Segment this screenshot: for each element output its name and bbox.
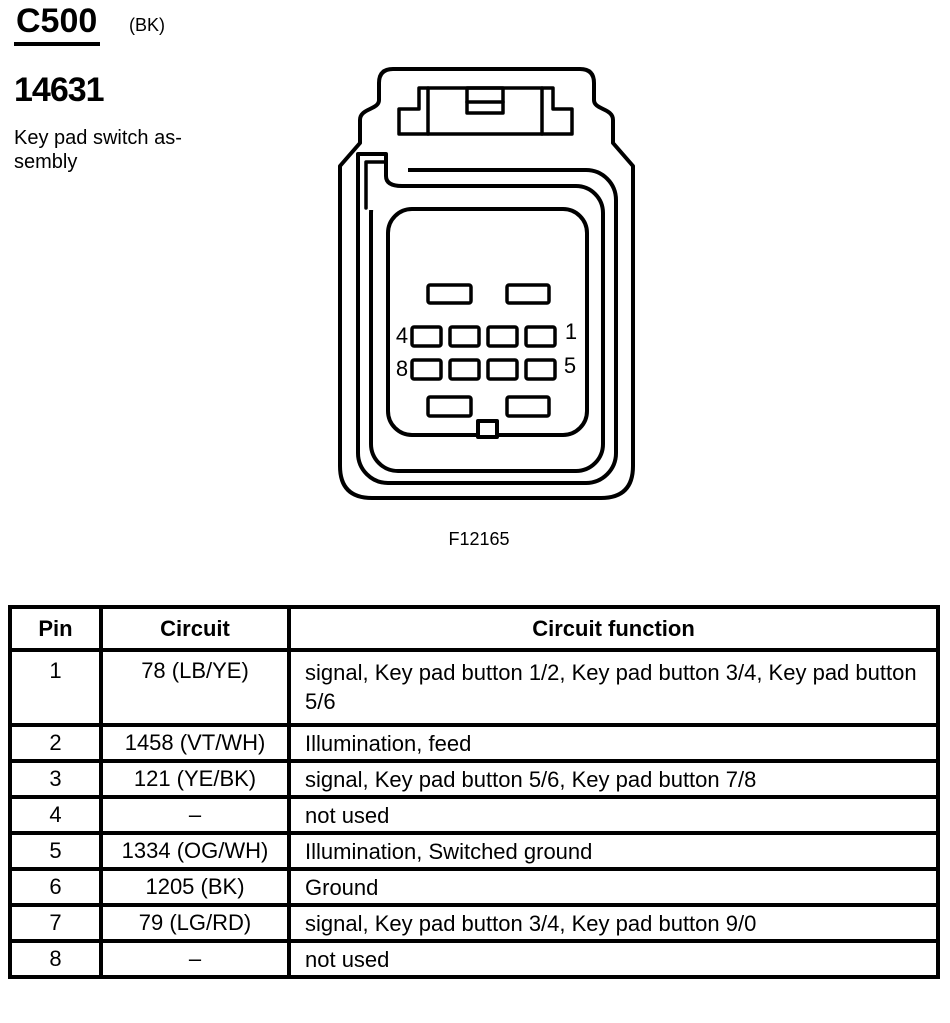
table-row	[10, 833, 938, 869]
circuit-function-cell: signal, Key pad button 5/6, Key pad button 7/8	[289, 761, 938, 797]
pin-cell: 6	[10, 869, 101, 905]
pin-cell: 3	[10, 761, 101, 797]
pin-label-5: 5	[563, 353, 577, 378]
guide-slot-top-left	[428, 285, 471, 303]
guide-slot-top-right	[507, 285, 549, 303]
guide-slot-bottom-right	[507, 397, 549, 416]
pin-cavity	[488, 327, 517, 346]
pin-cell: 7	[10, 905, 101, 941]
connector-face	[388, 209, 587, 435]
guide-slot-bottom-left	[428, 397, 471, 416]
part-number: 14631	[14, 71, 104, 109]
header-circuit: Circuit	[101, 607, 289, 650]
pin-cell: 1	[10, 650, 101, 725]
circuit-function-cell: not used	[289, 797, 938, 833]
circuit-function-cell: Illumination, Switched ground	[289, 833, 938, 869]
pin-label-1: 1	[564, 319, 578, 344]
header-row	[10, 607, 938, 650]
header-circuit-function: Circuit function	[289, 607, 938, 650]
pin-cavity	[526, 327, 555, 346]
pinout-table	[8, 605, 940, 979]
circuit-function-cell: signal, Key pad button 3/4, Key pad button 9/0	[289, 905, 938, 941]
pin-cell: 2	[10, 725, 101, 761]
latch-outline	[399, 88, 572, 134]
pin-cavity	[526, 360, 555, 379]
circuit-cell: 1458 (VT/WH)	[101, 725, 289, 761]
table-row	[10, 797, 938, 833]
index-key	[478, 421, 497, 437]
pin-cell: 5	[10, 833, 101, 869]
header-pin: Pin	[10, 607, 101, 650]
connector-color-code: (BK)	[129, 15, 165, 35]
circuit-function-cell: Illumination, feed	[289, 725, 938, 761]
circuit-cell: 1205 (BK)	[101, 869, 289, 905]
part-description-line2: sembly	[14, 151, 78, 173]
pin-label-8: 8	[395, 356, 409, 381]
table-row	[10, 905, 938, 941]
pin-cell: 4	[10, 797, 101, 833]
circuit-cell: –	[101, 797, 289, 833]
pinout-table-header	[10, 607, 938, 650]
pin-cavity	[450, 360, 479, 379]
table-row	[10, 869, 938, 905]
circuit-function-cell: not used	[289, 941, 938, 977]
circuit-function-cell: Ground	[289, 869, 938, 905]
pin-cell: 8	[10, 941, 101, 977]
table-row	[10, 725, 938, 761]
pin-cavity	[412, 360, 441, 379]
table-row	[10, 941, 938, 977]
circuit-cell: 1334 (OG/WH)	[101, 833, 289, 869]
circuit-cell: 79 (LG/RD)	[101, 905, 289, 941]
circuit-function-cell: signal, Key pad button 1/2, Key pad button 3/4, Key pad button 5/6	[289, 650, 938, 725]
pin-label-4: 4	[395, 323, 409, 348]
table-row	[10, 761, 938, 797]
circuit-cell: –	[101, 941, 289, 977]
pin-cavity	[450, 327, 479, 346]
pin-cavity	[488, 360, 517, 379]
circuit-cell: 121 (YE/BK)	[101, 761, 289, 797]
part-description-line1: Key pad switch as-	[14, 127, 182, 149]
connector-id: C500	[16, 2, 98, 40]
circuit-cell: 78 (LB/YE)	[101, 650, 289, 725]
table-row	[10, 650, 938, 725]
figure-caption: F12165	[448, 529, 510, 549]
pinout-table-body	[10, 650, 938, 977]
pin-cavity	[412, 327, 441, 346]
